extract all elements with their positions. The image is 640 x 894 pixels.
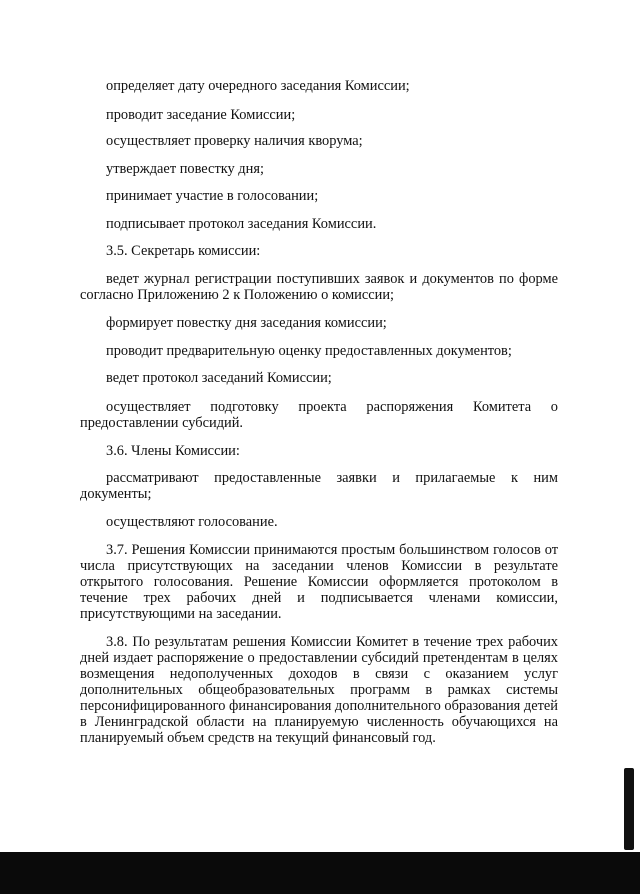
paragraph-9: проводит предварительную оценку предоставленных документов; (106, 343, 512, 359)
paragraph-7: ведет журнал регистрации поступивших заявок и документов по форме согласно Приложению 2 к Положению о комиссии; (80, 271, 558, 303)
paragraph-3-8: 3.8. По результатам решения Комиссии Комитет в течение трех рабочих дней издает распоряжение о предоставлении субсидий претендентам в целях возмещения недополученных доходов в связи с оказанием услуг дополнительных общеобразовательных программ в рамках системы персонифицированного финансирования дополнительного образования детей в Ленинградской области на планируемую численность обучающихся на планируемый объем средств на текущий финансовый год. (80, 634, 558, 746)
paragraph-12: рассматривают предоставленные заявки и прилагаемые к ним документы; (80, 470, 558, 502)
paragraph-3: осуществляет проверку наличия кворума; (106, 133, 363, 149)
paragraph-4: утверждает повестку дня; (106, 161, 264, 177)
paragraph-3-7: 3.7. Решения Комиссии принимаются простым большинством голосов от числа присутствующих на заседании членов Комиссии в результате открытого голосования. Решение Комиссии оформляется протоколом в течение трех рабочих дней и подписывается членами комиссии, присутствующими на заседании. (80, 542, 558, 622)
paragraph-8: формирует повестку дня заседания комиссии; (106, 315, 387, 331)
paragraph-13: осуществляют голосование. (106, 514, 278, 530)
paragraph-1: определяет дату очередного заседания Комиссии; (106, 78, 410, 94)
paragraph-11: осуществляет подготовку проекта распоряжения Комитета о предоставлении субсидий. (80, 399, 558, 431)
scan-edge-mark (624, 768, 634, 850)
paragraph-6: подписывает протокол заседания Комиссии. (106, 216, 377, 232)
scan-bottom-bar (0, 852, 640, 894)
paragraph-5: принимает участие в голосовании; (106, 188, 319, 204)
paragraph-10: ведет протокол заседаний Комиссии; (106, 370, 332, 386)
section-heading-3-6: 3.6. Члены Комиссии: (106, 443, 240, 459)
section-heading-3-5: 3.5. Секретарь комиссии: (106, 243, 261, 259)
paragraph-2: проводит заседание Комиссии; (106, 107, 296, 123)
